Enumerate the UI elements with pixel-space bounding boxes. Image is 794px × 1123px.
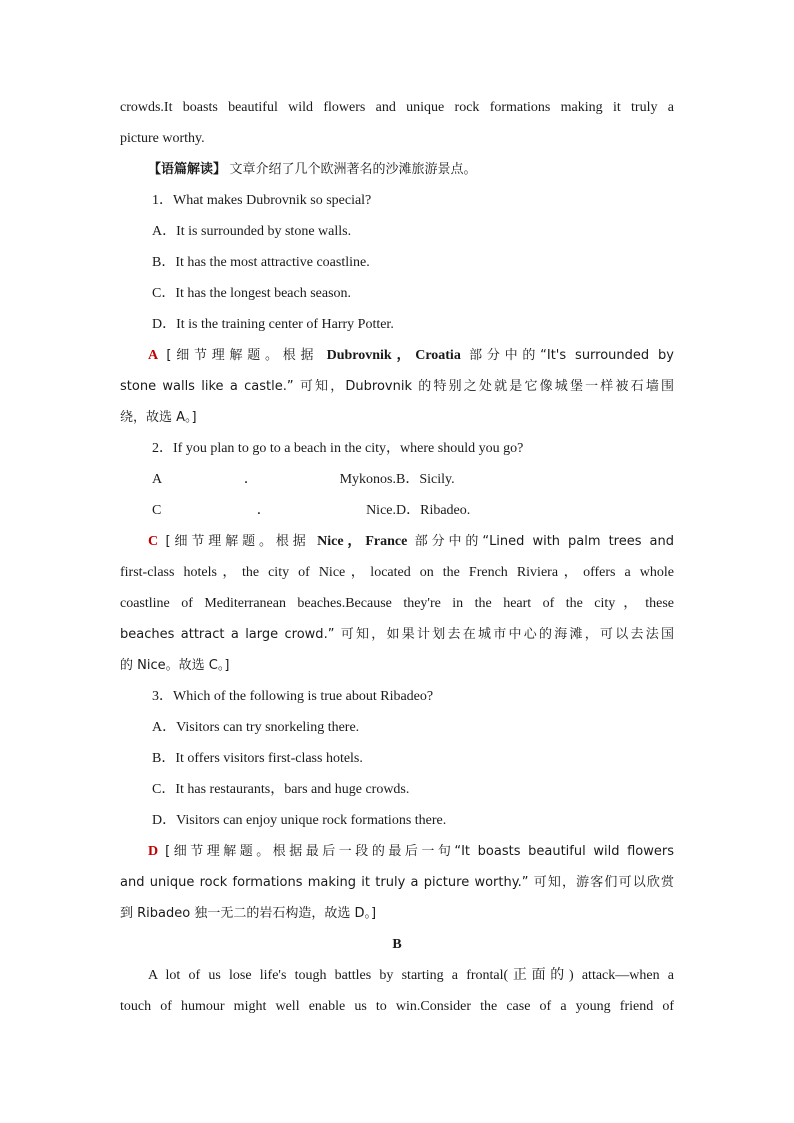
q2-option-b: B．Sicily. — [396, 472, 455, 487]
q1-explanation-line-3: 绕，故选 A。] — [120, 410, 197, 425]
q3-option-c: C．It has restaurants，bars and huge crowds. — [152, 782, 410, 797]
passage-a-line-1: crowds.It boasts beautiful wild flowers and unique rock formations making it truly a — [120, 100, 674, 115]
q1-option-a: A．It is surrounded by stone walls. — [152, 224, 352, 239]
q3-option-a: A．Visitors can try snorkeling there. — [152, 720, 360, 735]
q3-explanation-line-3: 到 Ribadeo 独一无二的岩石构造，故选 D。] — [120, 906, 377, 921]
reading-summary — [120, 154, 674, 185]
q1-option-d: D．It is the training center of Harry Potter. — [152, 317, 394, 332]
q1-option-c: C．It has the longest beach season. — [152, 286, 352, 301]
passage-b-heading: B — [392, 937, 402, 952]
q2-explanation-line-2: first-class hotels，the city of Nice，located on the French Riviera，offers a whole — [120, 565, 674, 580]
q1-explanation-line-1: A [细节理解题。根据 Dubrovnik，Croatia 部分中的“It's surrounded by — [148, 348, 674, 363]
q2-explanation-line-3: coastline of Mediterranean beaches.Because they're in the heart of the city，these — [120, 596, 674, 611]
q3-option-b: B．It offers visitors first-class hotels. — [152, 751, 363, 766]
passage-b-line-2: touch of humour might well enable us to win.Consider the case of a young friend of — [120, 999, 674, 1014]
passage-b-line-1: A lot of us lose life's tough battles by starting a frontal(正面的) attack—when a — [148, 968, 674, 983]
q3-stem: 3．Which of the following is true about Ribadeo? — [152, 689, 434, 704]
q1-stem: 1．What makes Dubrovnik so special? — [152, 193, 372, 208]
q2-explanation-line-4: beaches attract a large crowd.” 可知，如果计划去在城市中心的海滩，可以去法国 — [120, 627, 674, 642]
q3-explanation-line-1: D [细节理解题。根据最后一段的最后一句“It boasts beautiful wild flowers — [148, 844, 674, 859]
q3-answer: D — [148, 844, 159, 859]
q2-options-row-2 — [120, 495, 674, 526]
q2-explanation-line-1: C [细节理解题。根据 Nice，France 部分中的“Lined with palm trees and — [148, 534, 674, 549]
q2-answer: C — [148, 534, 159, 549]
reading-summary-tag: 【语篇解读】 — [148, 162, 227, 177]
q3-option-d: D．Visitors can enjoy unique rock formations there. — [152, 813, 447, 828]
q2-explanation-line-5: 的 Nice。故选 C。] — [120, 658, 230, 673]
q1-explanation-line-2: stone walls like a castle.” 可知，Dubrovnik 的特别之处就是它像城堡一样被石墙围 — [120, 379, 674, 394]
q1-answer: A — [148, 348, 159, 363]
q2-option-d: D．Ribadeo. — [396, 503, 471, 518]
q2-option-c: C．Nice. — [152, 503, 396, 518]
reading-summary-text: 文章介绍了几个欧洲著名的沙滩旅游景点。 — [229, 162, 477, 177]
q2-stem: 2．If you plan to go to a beach in the city，where should you go? — [152, 441, 524, 456]
document-page — [120, 92, 674, 1022]
q2-option-a: A．Mykonos. — [152, 472, 396, 487]
q3-explanation-line-2: and unique rock formations making it truly a picture worthy.” 可知，游客们可以欣赏 — [120, 875, 674, 890]
passage-a-line-2: picture worthy. — [120, 131, 205, 146]
q1-option-b: B．It has the most attractive coastline. — [152, 255, 370, 270]
q2-options-row-1 — [120, 464, 674, 495]
